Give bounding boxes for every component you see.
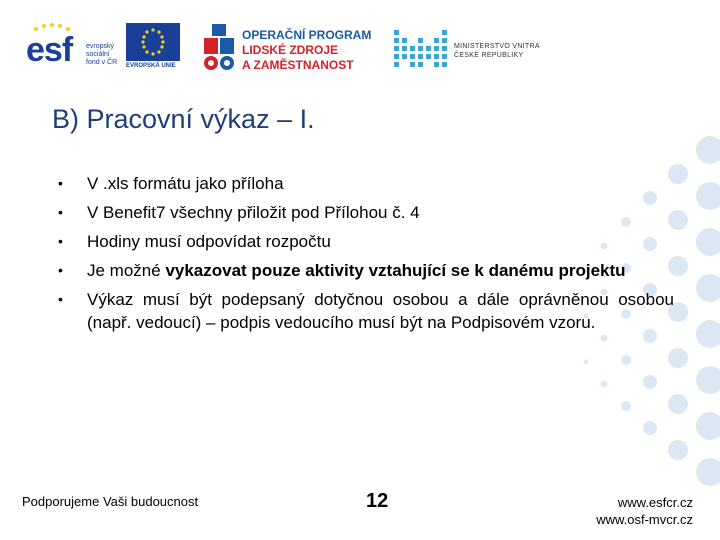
bullet-text-bold: vykazovat pouze aktivity vztahující se k danému projektu bbox=[165, 261, 626, 280]
bullet-icon: • bbox=[58, 204, 63, 220]
bullet-text: Výkaz musí být podepsaný dotyčnou osobou a dále oprávněnou osobou (např. vedoucí) – podpis vedoucího musí být na Podpisovém vzoru. bbox=[87, 290, 674, 332]
bullet-text: Hodiny musí odpovídat rozpočtu bbox=[87, 232, 331, 251]
slide-title: B) Pracovní výkaz – I. bbox=[52, 104, 315, 134]
list-item bbox=[52, 288, 674, 334]
list-item bbox=[52, 259, 674, 282]
bullet-text: V Benefit7 všechny přiložit pod Přílohou č. 4 bbox=[87, 203, 420, 222]
footer-links bbox=[596, 494, 693, 528]
ministry-line-2: ČESKÉ REPUBLIKY bbox=[454, 52, 524, 59]
list-item bbox=[52, 172, 674, 195]
ministry-line-1: MINISTERSTVO VNITRA bbox=[454, 43, 540, 50]
eu-flag-icon bbox=[126, 23, 180, 61]
link-esfcr[interactable]: www.esfcr.cz bbox=[617, 495, 693, 510]
bullet-list bbox=[52, 172, 674, 334]
footer-slogan: Podporujeme Vaši budoucnost bbox=[22, 494, 199, 509]
op-lzz-logo bbox=[202, 20, 382, 76]
link-osf-mvcr[interactable]: www.osf-mvcr.cz bbox=[596, 512, 693, 527]
logo-bar bbox=[0, 0, 720, 86]
esf-wordmark: esf bbox=[26, 31, 73, 69]
bullet-icon: • bbox=[58, 233, 63, 249]
bullet-icon: • bbox=[58, 262, 63, 278]
op-line-3: A ZAMĚSTNANOST bbox=[242, 58, 354, 72]
eu-caption: EVROPSKÁ UNIE bbox=[126, 63, 176, 69]
esf-line-2: sociální bbox=[86, 51, 110, 58]
ministry-logo bbox=[392, 24, 552, 74]
esf-line-3: fond v ČR bbox=[86, 59, 118, 66]
esf-logo bbox=[26, 21, 176, 73]
bullet-text: V .xls formátu jako příloha bbox=[87, 174, 284, 193]
op-line-1: OPERAČNÍ PROGRAM bbox=[242, 28, 372, 42]
list-item bbox=[52, 201, 674, 224]
op-text bbox=[242, 28, 371, 73]
ministry-dots-icon bbox=[392, 24, 450, 70]
list-item bbox=[52, 230, 674, 253]
bullet-icon: • bbox=[58, 291, 63, 307]
bullet-text-prefix: Je možné bbox=[87, 261, 166, 280]
esf-small-text bbox=[86, 43, 117, 67]
esf-line-1: evropský bbox=[86, 43, 115, 50]
page-number: 12 bbox=[366, 490, 389, 512]
op-figure-icon bbox=[202, 22, 236, 72]
op-line-2: LIDSKÉ ZDROJE bbox=[242, 43, 339, 57]
ministry-text bbox=[454, 42, 540, 60]
bullet-icon: • bbox=[58, 175, 63, 191]
